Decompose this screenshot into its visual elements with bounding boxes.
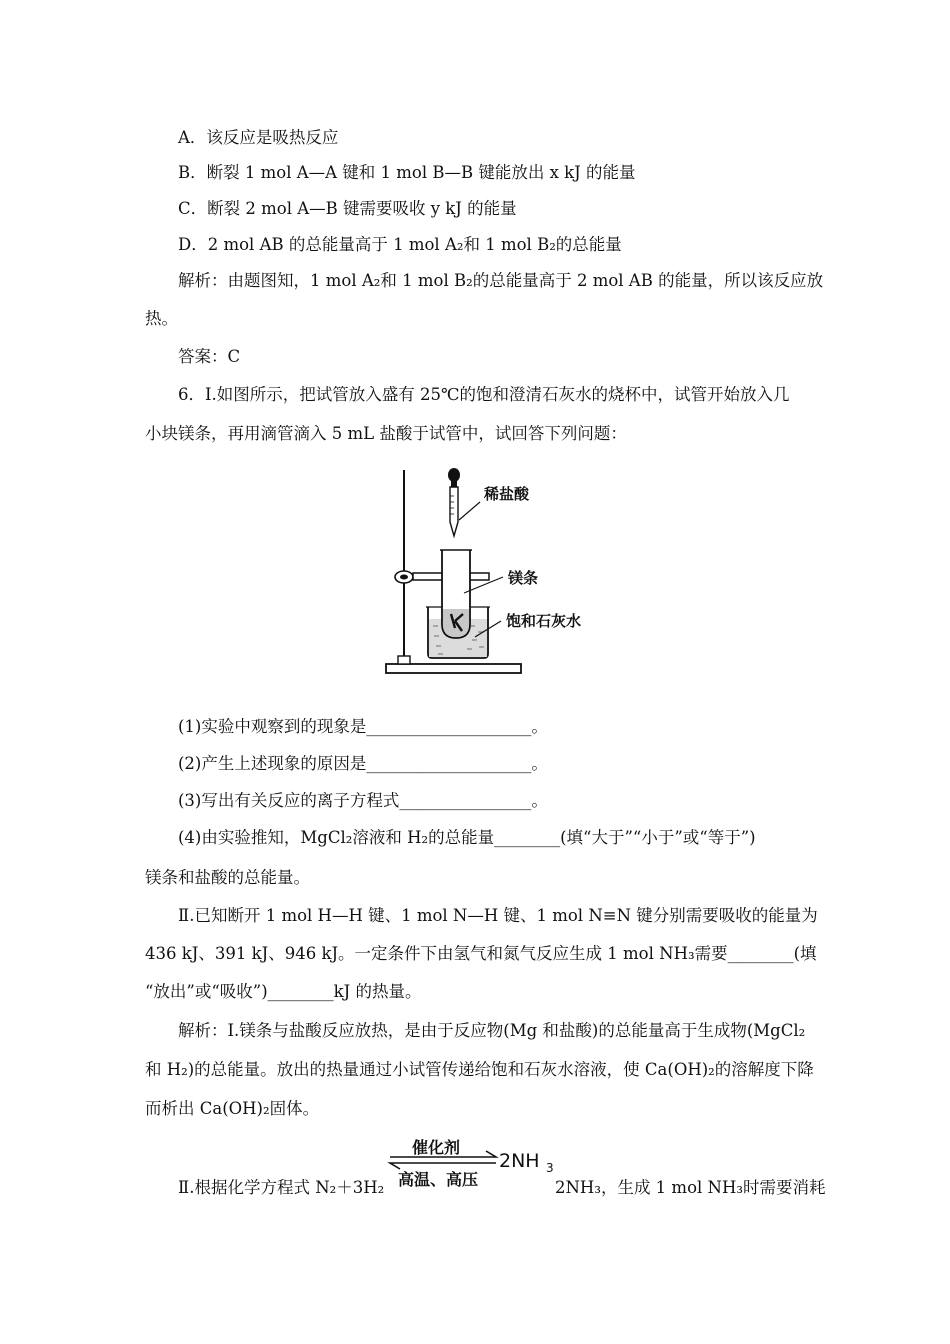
analysis-2-line-2: 和 H₂)的总能量。放出的热量通过小试管传递给饱和石灰水溶液，使 Ca(OH)₂的溶解度下降 [145, 1060, 814, 1079]
part-2-line-1: Ⅱ.已知断开 1 mol H—H 键、1 mol N—H 键、1 mol N≡N 键分别需要吸收的能量为 [178, 906, 818, 925]
product-subscript: 3 [546, 1161, 554, 1175]
equation-arrow-diagram [380, 1133, 580, 1189]
answer-line: 答案：C [178, 347, 241, 366]
analysis-2-line-4a: Ⅱ.根据化学方程式 N₂＋3H₂ [178, 1178, 385, 1197]
analysis-2-line-1: 解析：Ⅰ.镁条与盐酸反应放热，是由于反应物(Mg 和盐酸)的总能量高于生成物(MgCl₂ [178, 1021, 806, 1040]
sub-question-4-line-1: (4)由实验推知，MgCl₂溶液和 H₂的总能量________(填“大于”“小于”或“等于”) [178, 828, 756, 847]
sub-question-4-line-2: 镁条和盐酸的总能量。 [145, 868, 310, 887]
apparatus-figure [380, 466, 610, 685]
sub-question-3: (3)写出有关反应的离子方程式________________。 [178, 791, 548, 810]
reverse-arrow [390, 1163, 496, 1169]
question-6-line-2: 小块镁条，再用滴管滴入 5 mL 盐酸于试管中，试回答下列问题： [145, 424, 627, 443]
dropper-tube [450, 487, 458, 536]
option-d: D．2 mol AB 的总能量高于 1 mol A₂和 1 mol B₂的总能量 [178, 235, 622, 254]
dropper-bulb [448, 468, 460, 482]
analysis-2-line-3: 而析出 Ca(OH)₂固体。 [145, 1099, 320, 1118]
stand-base [386, 664, 521, 673]
analysis-2-line-4b: 2NH₃，生成 1 mol NH₃时需要消耗 [555, 1178, 826, 1197]
leader-acid [459, 502, 480, 520]
analysis-line-2: 热。 [145, 309, 178, 328]
option-c: C．断裂 2 mol A—B 键需要吸收 y kJ 的能量 [178, 199, 517, 218]
conditions-label: 高温、高压 [398, 1170, 479, 1189]
apparatus-diagram [380, 466, 610, 681]
catalyst-label: 催化剂 [412, 1138, 461, 1157]
reaction-equation [380, 1133, 580, 1193]
product-label: 2NH [499, 1150, 540, 1172]
option-b: B．断裂 1 mol A—A 键和 1 mol B—B 键能放出 x kJ 的能量 [178, 163, 636, 182]
part-2-line-2: 436 kJ、391 kJ、946 kJ。一定条件下由氢气和氮气反应生成 1 mol NH₃需要________(填 [145, 944, 817, 963]
rod-foot [398, 656, 410, 664]
label-limewater: 饱和石灰水 [506, 612, 582, 630]
clamp-knob [400, 575, 408, 580]
part-2-line-3: “放出”或“吸收”)________kJ 的热量。 [145, 982, 422, 1001]
option-a: A．该反应是吸热反应 [178, 128, 339, 147]
label-dilute-hcl: 稀盐酸 [484, 485, 530, 503]
analysis-line-1: 解析：由题图知，1 mol A₂和 1 mol B₂的总能量高于 2 mol AB 的能量，所以该反应放 [178, 271, 824, 290]
label-magnesium: 镁条 [508, 569, 539, 587]
sub-question-1: (1)实验中观察到的现象是____________________。 [178, 717, 548, 736]
question-6-line-1: 6．Ⅰ.如图所示，把试管放入盛有 25℃的饱和澄清石灰水的烧杯中，试管开始放入几 [178, 385, 790, 404]
sub-question-2: (2)产生上述现象的原因是____________________。 [178, 754, 548, 773]
